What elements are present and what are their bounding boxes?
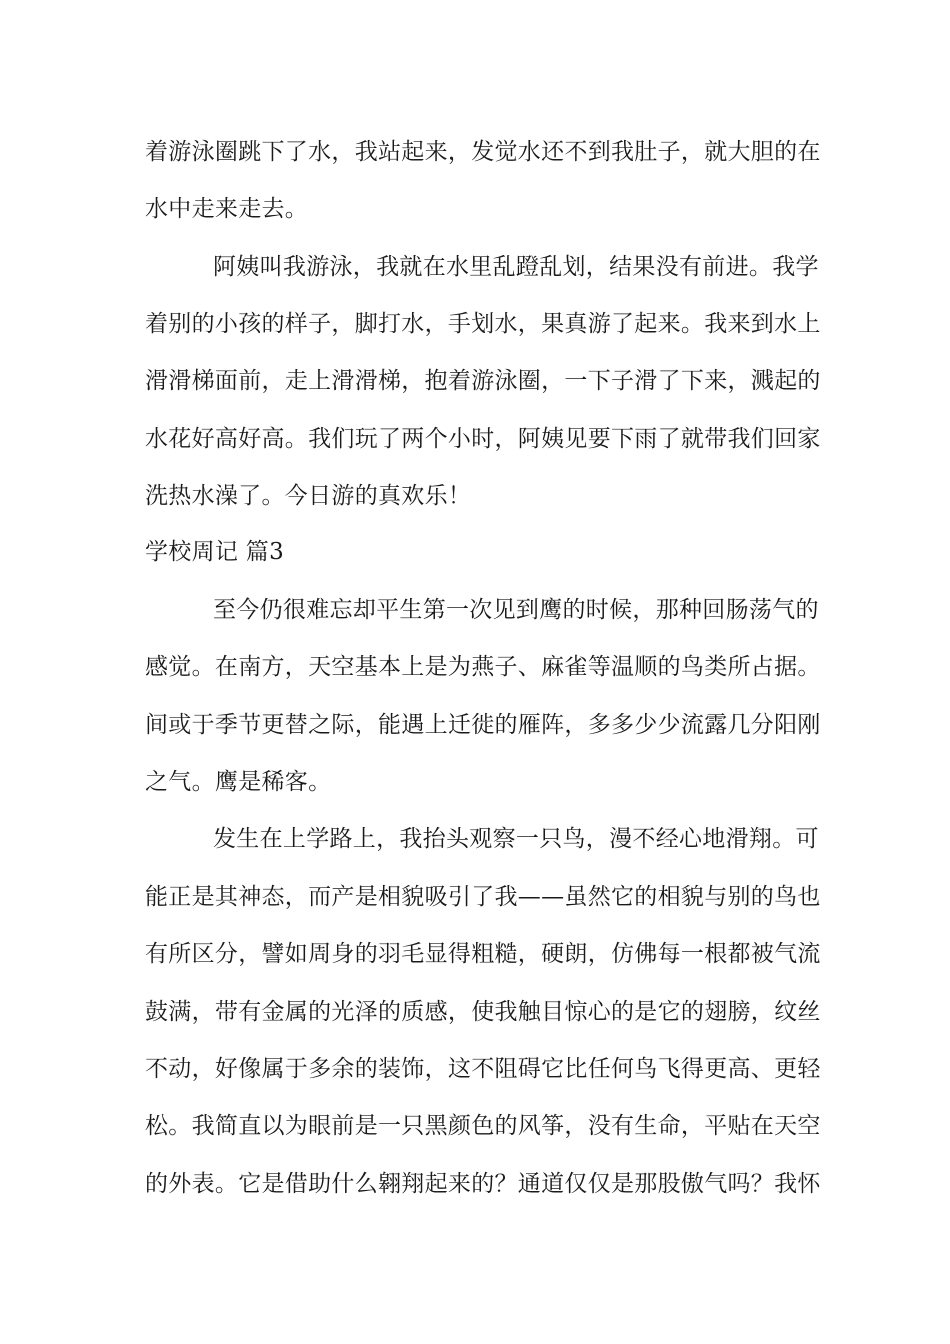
paragraph-line: 着游泳圈跳下了水，我站起来，发觉水还不到我肚子，就大胆的在	[145, 139, 821, 165]
paragraph-line: 感觉。在南方，天空基本上是为燕子、麻雀等温顺的鸟类所占据。	[145, 654, 821, 680]
paragraph-line: 的外表。它是借助什么翱翔起来的？通道仅仅是那股傲气吗？我怀	[145, 1171, 821, 1197]
paragraph-line: 水花好高好高。我们玩了两个小时，阿姨见要下雨了就带我们回家	[145, 426, 821, 452]
paragraph-line: 至今仍很难忘却平生第一次见到鹰的时候，那种回肠荡气的	[213, 597, 819, 623]
paragraph-line: 发生在上学路上，我抬头观察一只鸟，漫不经心地滑翔。可	[213, 826, 819, 852]
paragraph-line: 阿姨叫我游泳，我就在水里乱蹬乱划，结果没有前进。我学	[213, 254, 819, 280]
paragraph-line: 洗热水澡了。今日游的真欢乐！	[145, 483, 472, 509]
paragraph-line: 鼓满，带有金属的光泽的质感，使我触目惊心的是它的翅膀，纹丝	[145, 999, 821, 1025]
paragraph-line: 不动，好像属于多余的装饰，这不阻碍它比任何鸟飞得更高、更轻	[145, 1056, 821, 1082]
paragraph-line: 着别的小孩的样子，脚打水，手划水，果真游了起来。我来到水上	[145, 311, 821, 337]
paragraph-line: 间或于季节更替之际，能遇上迁徙的雁阵，多多少少流露几分阳刚	[145, 712, 821, 738]
paragraph-line: 能正是其神态，而产是相貌吸引了我——虽然它的相貌与别的鸟也	[145, 884, 821, 910]
paragraph-line: 之气。鹰是稀客。	[145, 769, 332, 795]
section-heading: 学校周记 篇3	[145, 539, 285, 565]
paragraph-line: 滑滑梯面前，走上滑滑梯，抱着游泳圈，一下子滑了下来，溅起的	[145, 368, 821, 394]
paragraph-line: 水中走来走去。	[145, 196, 309, 222]
paragraph-line: 松。我简直以为眼前是一只黑颜色的风筝，没有生命，平贴在天空	[145, 1113, 821, 1139]
paragraph-line: 有所区分，譬如周身的羽毛显得粗糙，硬朗，仿佛每一根都被气流	[145, 941, 821, 967]
